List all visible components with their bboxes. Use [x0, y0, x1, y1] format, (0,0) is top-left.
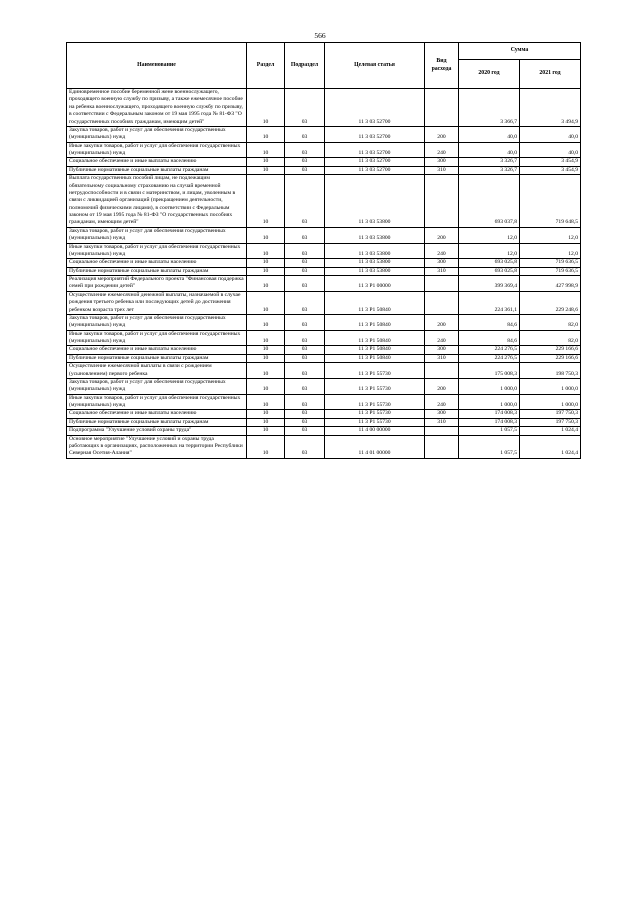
cell-name: Социальное обеспечение и иные выплаты населению — [67, 346, 247, 354]
cell-target: 11 3 P1 55730 — [325, 418, 425, 426]
cell-vid — [425, 291, 459, 314]
cell-amount-2021: 719 636,5 — [520, 259, 581, 267]
cell-amount-2020: 224 276,5 — [459, 354, 520, 362]
cell-amount-2021: 197 750,3 — [520, 418, 581, 426]
cell-vid — [425, 427, 459, 435]
table-row — [67, 259, 581, 267]
cell-target: 11 3 03 52700 — [325, 166, 425, 174]
cell-amount-2021: 12,0 — [520, 243, 581, 259]
cell-razdel: 10 — [247, 378, 285, 394]
cell-vid — [425, 363, 459, 379]
cell-amount-2020: 175 008,3 — [459, 363, 520, 379]
cell-razdel: 10 — [247, 142, 285, 158]
cell-name: Социальное обеспечение и иные выплаты населению — [67, 158, 247, 166]
cell-amount-2021: 1 000,0 — [520, 394, 581, 410]
cell-amount-2021: 12,0 — [520, 227, 581, 243]
cell-podrazdel: 03 — [285, 259, 325, 267]
cell-amount-2020: 224 276,5 — [459, 346, 520, 354]
cell-vid — [425, 276, 459, 292]
cell-podrazdel: 03 — [285, 354, 325, 362]
cell-name: Основное мероприятие "Улучшение условий и охраны труда работающих в организациях, расположенных на территории Республики Северная Осетия-Алания" — [67, 435, 247, 458]
cell-amount-2020: 3 326,7 — [459, 158, 520, 166]
cell-name: Закупка товаров, работ и услуг для обеспечения государственных (муниципальных) нужд — [67, 314, 247, 330]
table-row — [67, 267, 581, 275]
table-row — [67, 354, 581, 362]
table-row — [67, 314, 581, 330]
cell-amount-2020: 224 361,1 — [459, 291, 520, 314]
table-row — [67, 346, 581, 354]
cell-vid: 300 — [425, 259, 459, 267]
cell-name: Иные закупки товаров, работ и услуг для обеспечения государственных (муниципальных) нужд — [67, 142, 247, 158]
header-summa: Сумма — [459, 43, 581, 60]
cell-podrazdel: 03 — [285, 227, 325, 243]
cell-razdel: 10 — [247, 89, 285, 127]
cell-name: Социальное обеспечение и иные выплаты населению — [67, 410, 247, 418]
cell-amount-2021: 3 454,9 — [520, 166, 581, 174]
cell-target: 11 3 P1 55730 — [325, 394, 425, 410]
cell-amount-2021: 719 648,5 — [520, 175, 581, 228]
cell-amount-2020: 12,0 — [459, 243, 520, 259]
cell-target: 11 3 03 53800 — [325, 267, 425, 275]
table-body — [67, 89, 581, 459]
cell-vid — [425, 175, 459, 228]
table-row — [67, 330, 581, 346]
header-podrazdel: Подраздел — [285, 43, 325, 89]
cell-razdel: 10 — [247, 267, 285, 275]
cell-amount-2020: 693 025,8 — [459, 259, 520, 267]
cell-name: Осуществление ежемесячной выплаты в связи с рождением (усыновлением) первого ребенка — [67, 363, 247, 379]
cell-amount-2020: 3 326,7 — [459, 166, 520, 174]
cell-target: 11 3 P1 50840 — [325, 314, 425, 330]
cell-razdel: 10 — [247, 435, 285, 458]
cell-amount-2021: 198 750,3 — [520, 363, 581, 379]
cell-amount-2020: 1 057,5 — [459, 435, 520, 458]
cell-target: 11 4 01 00000 — [325, 435, 425, 458]
cell-amount-2021: 1 024,4 — [520, 435, 581, 458]
table-row — [67, 378, 581, 394]
table-row — [67, 410, 581, 418]
cell-name: Единовременное пособие беременной жене военнослужащего, проходящего военную службу по призыву, а также ежемесячное пособие на ребенка военнослужащего, проходящего военную службу по призыву, в соответствии с Федеральным законом от 19 мая 1995 года № 81-ФЗ "О государственных пособиях гражданам, имеющим детей" — [67, 89, 247, 127]
cell-vid — [425, 89, 459, 127]
cell-razdel: 10 — [247, 363, 285, 379]
cell-razdel: 10 — [247, 175, 285, 228]
page-number: 566 — [314, 31, 326, 40]
cell-vid: 300 — [425, 410, 459, 418]
cell-vid: 240 — [425, 330, 459, 346]
cell-razdel: 10 — [247, 427, 285, 435]
cell-name: Закупка товаров, работ и услуг для обеспечения государственных (муниципальных) нужд — [67, 126, 247, 142]
cell-razdel: 10 — [247, 418, 285, 426]
cell-amount-2020: 12,0 — [459, 227, 520, 243]
cell-razdel: 10 — [247, 354, 285, 362]
cell-target: 11 3 03 53800 — [325, 243, 425, 259]
cell-amount-2021: 719 636,5 — [520, 267, 581, 275]
cell-amount-2021: 229 166,6 — [520, 354, 581, 362]
cell-amount-2020: 174 008,3 — [459, 418, 520, 426]
cell-amount-2020: 1 000,0 — [459, 378, 520, 394]
cell-target: 11 3 P1 55730 — [325, 410, 425, 418]
cell-podrazdel: 03 — [285, 427, 325, 435]
cell-vid: 310 — [425, 166, 459, 174]
cell-podrazdel: 03 — [285, 142, 325, 158]
cell-vid: 310 — [425, 354, 459, 362]
cell-name: Публичные нормативные социальные выплаты гражданам — [67, 166, 247, 174]
cell-razdel: 10 — [247, 291, 285, 314]
cell-name: Иные закупки товаров, работ и услуг для обеспечения государственных (муниципальных) нужд — [67, 330, 247, 346]
cell-vid: 240 — [425, 243, 459, 259]
header-name: Наименование — [67, 43, 247, 89]
cell-amount-2021: 1 024,4 — [520, 427, 581, 435]
cell-vid: 240 — [425, 142, 459, 158]
cell-name: Публичные нормативные социальные выплаты гражданам — [67, 418, 247, 426]
cell-name: Публичные нормативные социальные выплаты гражданам — [67, 267, 247, 275]
cell-target: 11 3 03 53800 — [325, 175, 425, 228]
table-row — [67, 89, 581, 127]
table-row — [67, 243, 581, 259]
cell-target: 11 3 03 53800 — [325, 227, 425, 243]
cell-target: 11 3 P1 50840 — [325, 291, 425, 314]
cell-vid: 240 — [425, 394, 459, 410]
cell-amount-2021: 427 998,9 — [520, 276, 581, 292]
cell-target: 11 3 03 52700 — [325, 89, 425, 127]
header-razdel: Раздел — [247, 43, 285, 89]
cell-amount-2021: 82,0 — [520, 330, 581, 346]
cell-amount-2021: 3 454,9 — [520, 158, 581, 166]
header-target: Целевая статья — [325, 43, 425, 89]
table-row — [67, 227, 581, 243]
cell-target: 11 3 03 52700 — [325, 142, 425, 158]
cell-vid: 300 — [425, 346, 459, 354]
table-row — [67, 166, 581, 174]
cell-amount-2021: 197 750,3 — [520, 410, 581, 418]
cell-target: 11 3 P1 00000 — [325, 276, 425, 292]
cell-target: 11 3 P1 50840 — [325, 346, 425, 354]
cell-amount-2020: 40,0 — [459, 142, 520, 158]
cell-podrazdel: 03 — [285, 330, 325, 346]
cell-podrazdel: 03 — [285, 276, 325, 292]
cell-podrazdel: 03 — [285, 166, 325, 174]
cell-target: 11 4 00 00000 — [325, 427, 425, 435]
cell-razdel: 10 — [247, 243, 285, 259]
cell-amount-2021: 82,0 — [520, 314, 581, 330]
cell-target: 11 3 P1 55730 — [325, 363, 425, 379]
cell-amount-2020: 84,6 — [459, 314, 520, 330]
cell-podrazdel: 03 — [285, 363, 325, 379]
table-row — [67, 291, 581, 314]
table-row — [67, 175, 581, 228]
cell-amount-2020: 1 000,0 — [459, 394, 520, 410]
cell-vid — [425, 435, 459, 458]
cell-amount-2020: 84,6 — [459, 330, 520, 346]
table-row — [67, 158, 581, 166]
cell-name: Иные закупки товаров, работ и услуг для обеспечения государственных (муниципальных) нужд — [67, 243, 247, 259]
cell-amount-2020: 174 008,3 — [459, 410, 520, 418]
cell-target: 11 3 03 52700 — [325, 158, 425, 166]
table-row — [67, 363, 581, 379]
cell-amount-2020: 399 369,4 — [459, 276, 520, 292]
cell-amount-2021: 1 000,0 — [520, 378, 581, 394]
cell-name: Реализация мероприятий Федерального проекта "Финансовая поддержка семей при рождении детей" — [67, 276, 247, 292]
cell-name: Публичные нормативные социальные выплаты гражданам — [67, 354, 247, 362]
cell-podrazdel: 03 — [285, 410, 325, 418]
header-year-2020: 2020 год — [459, 60, 520, 89]
cell-amount-2021: 3 494,9 — [520, 89, 581, 127]
table-row — [67, 142, 581, 158]
cell-razdel: 10 — [247, 314, 285, 330]
cell-amount-2021: 229 248,6 — [520, 291, 581, 314]
cell-razdel: 10 — [247, 166, 285, 174]
table-row — [67, 126, 581, 142]
cell-amount-2021: 229 166,6 — [520, 346, 581, 354]
cell-podrazdel: 03 — [285, 126, 325, 142]
cell-podrazdel: 03 — [285, 418, 325, 426]
cell-name: Подпрограмма "Улучшение условий охраны труда" — [67, 427, 247, 435]
cell-vid: 200 — [425, 378, 459, 394]
cell-vid: 200 — [425, 126, 459, 142]
budget-table — [66, 42, 581, 459]
cell-podrazdel: 03 — [285, 175, 325, 228]
cell-name: Осуществление ежемесячной денежной выплаты, назначаемой в случае рождения третьего ребенка или последующих детей до достижения ребенком возраста трех лет — [67, 291, 247, 314]
cell-razdel: 10 — [247, 330, 285, 346]
cell-vid: 300 — [425, 158, 459, 166]
cell-razdel: 10 — [247, 227, 285, 243]
table-row — [67, 435, 581, 458]
table-row — [67, 427, 581, 435]
cell-amount-2020: 3 366,7 — [459, 89, 520, 127]
cell-podrazdel: 03 — [285, 291, 325, 314]
cell-target: 11 3 P1 50840 — [325, 354, 425, 362]
cell-podrazdel: 03 — [285, 394, 325, 410]
cell-name: Иные закупки товаров, работ и услуг для обеспечения государственных (муниципальных) нужд — [67, 394, 247, 410]
cell-razdel: 10 — [247, 259, 285, 267]
cell-amount-2021: 40,0 — [520, 142, 581, 158]
table-row — [67, 276, 581, 292]
cell-razdel: 10 — [247, 158, 285, 166]
cell-podrazdel: 03 — [285, 89, 325, 127]
cell-podrazdel: 03 — [285, 267, 325, 275]
cell-podrazdel: 03 — [285, 243, 325, 259]
cell-podrazdel: 03 — [285, 346, 325, 354]
cell-razdel: 10 — [247, 394, 285, 410]
cell-razdel: 10 — [247, 410, 285, 418]
cell-target: 11 3 03 52700 — [325, 126, 425, 142]
budget-table-container — [66, 42, 580, 459]
cell-target: 11 3 03 53800 — [325, 259, 425, 267]
cell-podrazdel: 03 — [285, 158, 325, 166]
cell-amount-2021: 40,0 — [520, 126, 581, 142]
cell-razdel: 10 — [247, 346, 285, 354]
cell-vid: 310 — [425, 418, 459, 426]
cell-vid: 310 — [425, 267, 459, 275]
cell-razdel: 10 — [247, 276, 285, 292]
cell-vid: 200 — [425, 227, 459, 243]
cell-amount-2020: 40,0 — [459, 126, 520, 142]
cell-name: Социальное обеспечение и иные выплаты населению — [67, 259, 247, 267]
cell-amount-2020: 693 025,8 — [459, 267, 520, 275]
cell-name: Закупка товаров, работ и услуг для обеспечения государственных (муниципальных) нужд — [67, 378, 247, 394]
cell-target: 11 3 P1 50840 — [325, 330, 425, 346]
cell-podrazdel: 03 — [285, 314, 325, 330]
cell-podrazdel: 03 — [285, 435, 325, 458]
cell-name: Выплата государственных пособий лицам, не подлежащим обязательному социальному страхованию на случай временной нетрудоспособности и в связи с материнством, и лицам, уволенным в связи с ликвидацией организаций (прекращением деятельности, полномочий физическими лицами), в соответствии с Федеральным законом от 19 мая 1995 года № 81-ФЗ "О государственных пособиях гражданам, имеющим детей" — [67, 175, 247, 228]
cell-amount-2020: 693 037,8 — [459, 175, 520, 228]
table-row — [67, 394, 581, 410]
header-year-2021: 2021 год — [520, 60, 581, 89]
cell-podrazdel: 03 — [285, 378, 325, 394]
cell-target: 11 3 P1 55730 — [325, 378, 425, 394]
header-vid: Вид расхода — [425, 43, 459, 89]
cell-vid: 200 — [425, 314, 459, 330]
cell-amount-2020: 1 057,5 — [459, 427, 520, 435]
cell-name: Закупка товаров, работ и услуг для обеспечения государственных (муниципальных) нужд — [67, 227, 247, 243]
table-row — [67, 418, 581, 426]
cell-razdel: 10 — [247, 126, 285, 142]
